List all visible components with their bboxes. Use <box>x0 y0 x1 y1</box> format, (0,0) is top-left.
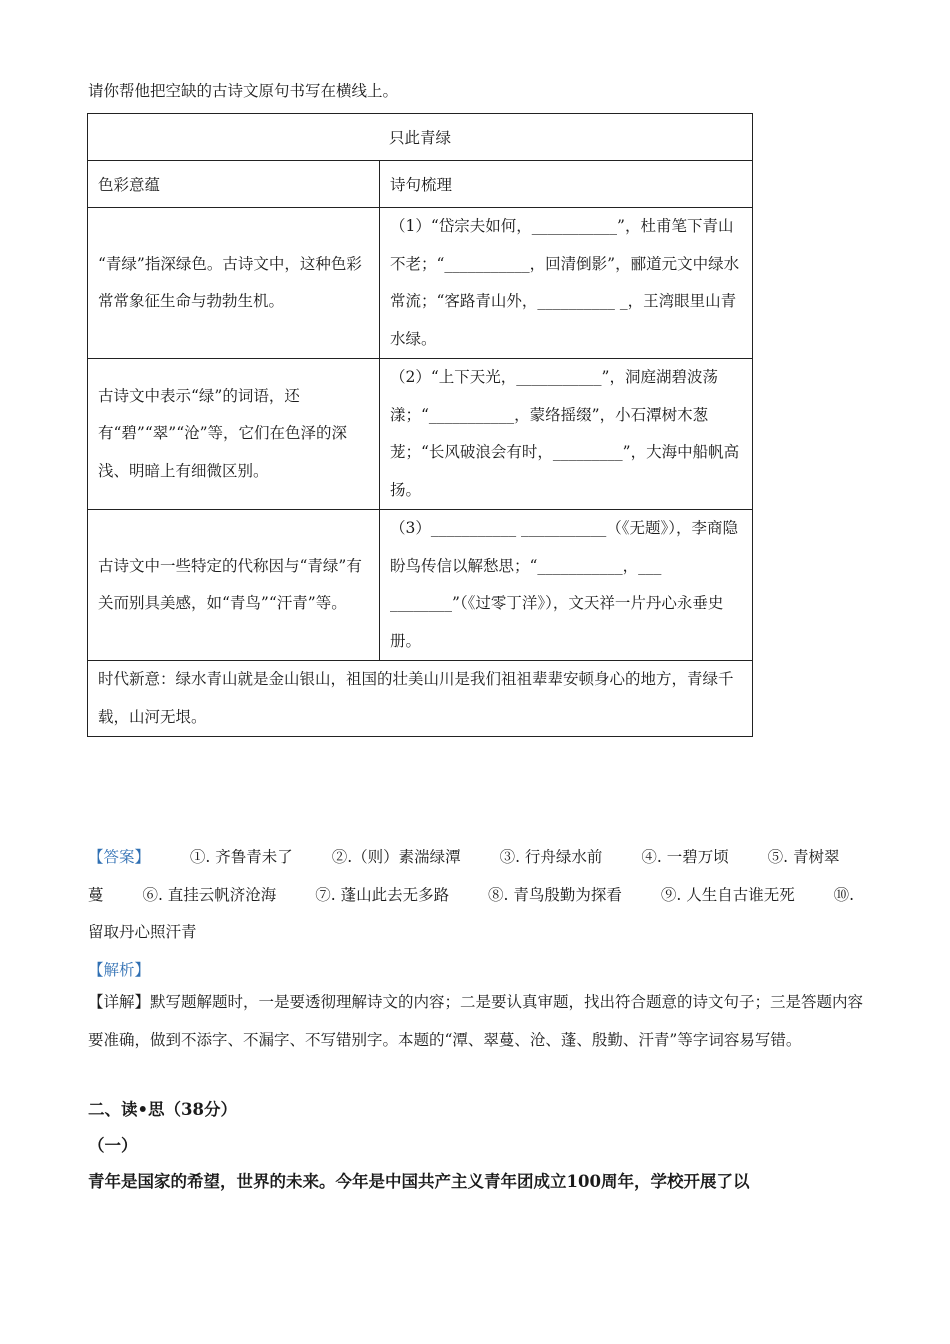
table-row <box>88 510 753 661</box>
table-footer: 时代新意：绿水青山就是金山银山，祖国的壮美山川是我们祖祖辈辈安顿身心的地方，青绿千载，山河无垠。 <box>88 661 753 737</box>
analysis-detail: 【详解】默写题解题时，一是要透彻理解诗文的内容；二是要认真审题，找出符合题意的诗文句子；三是答题内容要准确，做到不添字、不漏字、不写错别字。本题的“潭、翠蔓、沧、蓬、殷勤、汗青”等字词容易写错。 <box>88 993 864 1049</box>
answer-tag: 【答案】 <box>88 848 151 866</box>
poem-lines-cell: （1）“岱宗夫如何，___________”，杜甫笔下青山不老；“___________，回清倒影”，郦道元文中绿水常流；“客路青山外，__________ _，王湾眼里山青水绿。 <box>380 208 753 359</box>
passage-intro: 青年是国家的希望，世界的未来。今年是中国共产主义青年团成立100周年，学校开展了以 <box>88 1172 750 1191</box>
answer-item: ⑨. 人生自古谁无死 <box>660 885 795 904</box>
color-meaning-cell: “青绿”指深绿色。古诗文中，这种色彩常常象征生命与勃勃生机。 <box>88 208 380 359</box>
answer-item: ②.（则）素湍绿潭 <box>331 848 461 866</box>
answer-item: ⑩. 留取丹心照汗青 <box>88 885 855 941</box>
answer-item: ④. 一碧万顷 <box>641 848 729 866</box>
poem-table <box>87 113 753 737</box>
answer-item: ⑤. 青树翠蔓 <box>88 848 840 904</box>
column-header-right: 诗句梳理 <box>380 161 753 208</box>
answer-item: ⑧. 青鸟殷勤为探看 <box>488 885 622 904</box>
table-row <box>88 359 753 510</box>
analysis-tag: 【解析】 <box>88 961 151 979</box>
color-meaning-cell: 古诗文中表示“绿”的词语，还有“碧”“翠”“沧”等，它们在色泽的深浅、明暗上有细微区别。 <box>88 359 380 510</box>
color-meaning-cell: 古诗文中一些特定的代称因与“青绿”有关而别具美感，如“青鸟”“汗青”等。 <box>88 510 380 661</box>
answer-item: ①. 齐鲁青未了 <box>189 848 293 866</box>
answer-item: ③. 行舟绿水前 <box>499 848 603 866</box>
question-intro: 请你帮他把空缺的古诗文原句书写在横线上。 <box>88 82 399 100</box>
poem-lines-cell: （3）___________ ___________（《无题》），李商隐盼鸟传信以解愁思；“___________，___ ________”（《过零丁洋》），文天祥一片丹心永垂史册。 <box>380 510 753 661</box>
answer-section <box>88 839 868 952</box>
section-heading: 二、读•思（38分） <box>88 1100 238 1119</box>
table-row <box>88 208 753 359</box>
subsection-heading: （一） <box>88 1136 138 1155</box>
poem-lines-cell: （2）“上下天光，___________”，洞庭湖碧波荡漾；“___________，蒙络摇缀”，小石潭树木葱茏；“长风破浪会有时，_________”，大海中船帆高扬。 <box>380 359 753 510</box>
answer-item: ⑥. 直挂云帆济沧海 <box>142 885 277 904</box>
answer-item: ⑦. 蓬山此去无多路 <box>315 885 450 904</box>
column-header-left: 色彩意蕴 <box>88 161 380 208</box>
table-title: 只此青绿 <box>88 114 753 161</box>
